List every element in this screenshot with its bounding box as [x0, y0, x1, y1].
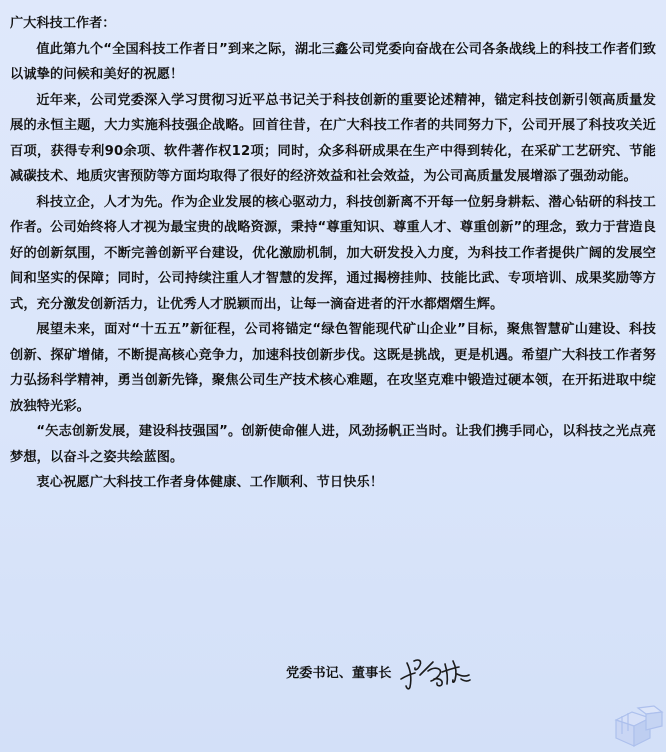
salutation: 广大科技工作者：	[10, 16, 116, 31]
paragraph-wishes: 衷心祝愿广大科技工作者身体健康、工作顺利、节日快乐！	[36, 475, 384, 490]
paragraph-achievements: 近年来，公司党委深入学习贯彻习近平总书记关于科技创新的重要论述精神，锚定科技创新引领高质量发展的永恒主题，大力实施科技强企战略。回首往昔，在广大科技工作者的共同努力下，公司开展了科技攻关近百项，获得专利90余项、软件著作权12项；同时，众多科研成果在生产中得到转化，在采矿工艺研究、节能减碳技术、地质灾害预防等方面均取得了很好的经济效益和社会效益，为公司高质量发展增添了强劲动能。	[10, 92, 656, 184]
cube-watermark-icon	[612, 704, 664, 750]
paragraph-talent: 科技立企，人才为先。作为企业发展的核心驱动力，科技创新离不开每一位躬身耕耘、潜心钻研的科技工作者。公司始终将人才视为最宝贵的战略资源，秉持“尊重知识、尊重人才、尊重创新”的理念，致力于营造良好的创新氛围，不断完善创新平台建设，优化激励机制，加大研发投入力度，为科技工作者提供广阔的发展空间和坚实的保障；同时，公司持续注重人才智慧的发挥，通过揭榜挂帅、技能比武、专项培训、成果奖励等方式，充分激发创新活力，让优秀人才脱颖而出，让每一滴奋进者的汗水都熠熠生辉。	[10, 194, 656, 312]
signature-block	[286, 646, 476, 696]
handwritten-signature	[398, 649, 476, 693]
paragraph-slogan: “矢志创新发展，建设科技强国”。创新使命催人进，风劲扬帆正当时。让我们携手同心，以科技之光点亮梦想，以奋斗之姿共绘蓝图。	[10, 424, 656, 465]
signatory-title: 党委书记、董事长	[286, 665, 392, 681]
paragraph-outlook: 展望未来，面对“十五五”新征程，公司将锚定“绿色智能现代矿山企业”目标，聚焦智慧矿山建设、科技创新、探矿增储，不断提高核心竞争力，加速科技创新步伐。这既是挑战，更是机遇。希望广大科技工作者努力弘扬科学精神，勇当创新先锋，聚焦公司生产技术核心难题，在攻坚克难中锻造过硬本领，在开拓进取中绽放独特光彩。	[10, 322, 656, 414]
letter-body	[10, 0, 656, 496]
paragraph-greeting: 值此第九个“全国科技工作者日”到来之际，湖北三鑫公司党委向奋战在公司各条战线上的科技工作者们致以诚挚的问候和美好的祝愿！	[10, 41, 656, 82]
